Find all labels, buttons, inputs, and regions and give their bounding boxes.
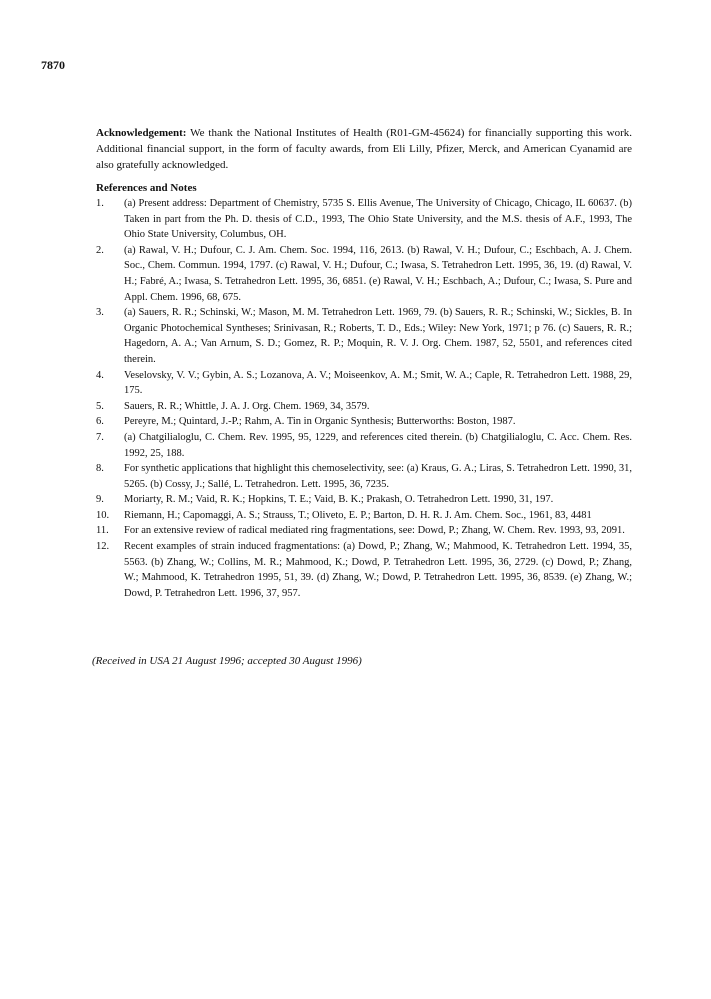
reference-item	[96, 196, 632, 243]
received-date: (Received in USA 21 August 1996; accepted 30 August 1996)	[92, 655, 362, 667]
reference-item	[96, 508, 632, 524]
reference-number: 9.	[96, 494, 104, 506]
reference-number: 5.	[96, 400, 104, 412]
reference-number: 2.	[96, 244, 104, 256]
reference-number: 1.	[96, 198, 104, 209]
reference-number: 4.	[96, 369, 104, 381]
reference-text: For an extensive review of radical mediated ring fragmentations, see: Dowd, P.; Zhang, W. Chem. Rev. 1993, 93, 2091.	[124, 525, 625, 537]
reference-text: (a) Present address: Department of Chemistry, 5735 S. Ellis Avenue, The University of Chicago, Chicago, IL 60637. (b) Taken in part from the Ph. D. thesis of C.D., 1993, The Ohio State University, and the M.S. thesis of A.F., 1993, The Ohio State University, Columbus, OH.	[124, 198, 632, 241]
reference-number: 12.	[96, 541, 110, 553]
reference-text: Sauers, R. R.; Whittle, J. A. J. Org. Chem. 1969, 34, 3579.	[124, 400, 370, 412]
reference-number: 11.	[96, 525, 109, 537]
acknowledgement-lead: Acknowledgement:	[96, 127, 187, 139]
reference-number: 10.	[96, 509, 110, 521]
reference-number: 8.	[96, 463, 104, 475]
reference-item	[96, 368, 632, 399]
reference-text: (a) Rawal, V. H.; Dufour, C. J. Am. Chem. Soc. 1994, 116, 2613. (b) Rawal, V. H.; Dufour, C.; Eschbach, A. J. Chem. Soc., Chem. Commun. 1994, 1797. (c) Rawal, V. H.; Dufour, C.; Iwasa, S. Tetrahedron Lett. 1995, 36, 19. (d) Rawal, V. H.; Fabré, A.; Iwasa, S. Tetrahedron Lett. 1995, 36, 6851. (e) Rawal, V. H.; Eschbach, A.; Dufour, C.; Iwasa, S. Pure and Appl. Chem. 1996, 68, 675.	[124, 244, 632, 303]
reference-text: (a) Sauers, R. R.; Schinski, W.; Mason, M. M. Tetrahedron Lett. 1969, 79. (b) Sauers, R. R.; Schinski, W.; Sickles, B. In Organic Photochemical Syntheses; Srinivasan, R.; Roberts, T. D., Eds.; Wiley: New York, 1971; p 76. (c) Sauers, R. R.; Hagedorn, A. A.; Van Arnum, S. D.; Gomez, R. P.; Moquin, R. V. J. Org. Chem. 1987, 52, 5501, and references cited therein.	[124, 307, 632, 365]
reference-text: Moriarty, R. M.; Vaid, R. K.; Hopkins, T. E.; Vaid, B. K.; Prakash, O. Tetrahedron Lett. 1990, 31, 197.	[124, 494, 554, 506]
reference-text: Veselovsky, V. V.; Gybin, A. S.; Lozanova, A. V.; Moiseenkov, A. M.; Smit, W. A.; Caple, R. Tetrahedron Lett. 1988, 29, 175.	[124, 369, 632, 397]
reference-number: 6.	[96, 416, 104, 428]
reference-number: 7.	[96, 431, 104, 443]
page-number: 7870	[41, 58, 65, 72]
reference-text: (a) Chatgilialoglu, C. Chem. Rev. 1995, 95, 1229, and references cited therein. (b) Chatgilialoglu, C. Acc. Chem. Res. 1992, 25, 188.	[124, 431, 632, 459]
reference-item	[96, 492, 632, 508]
reference-item	[96, 461, 632, 492]
acknowledgement	[96, 125, 632, 173]
reference-text: Pereyre, M.; Quintard, J.-P.; Rahm, A. Tin in Organic Synthesis; Butterworths: Boston, 1987.	[124, 416, 516, 428]
reference-text: Riemann, H.; Capomaggi, A. S.; Strauss, T.; Oliveto, E. P.; Barton, D. H. R. J. Am. Chem. Soc., 1961, 83, 4481	[124, 509, 592, 521]
reference-item	[96, 414, 632, 430]
reference-number: 3.	[96, 307, 104, 319]
reference-item	[96, 523, 632, 539]
references-heading: References and Notes	[96, 182, 197, 194]
reference-item	[96, 430, 632, 461]
reference-text: For synthetic applications that highlight this chemoselectivity, see: (a) Kraus, G. A.; Liras, S. Tetrahedron Lett. 1990, 31, 5265. (b) Cossy, J.; Sallé, L. Tetrahedron. Lett. 1995, 36, 7235.	[124, 463, 632, 490]
references-list	[96, 196, 632, 601]
reference-item	[96, 539, 632, 601]
reference-text: Recent examples of strain induced fragmentations: (a) Dowd, P.; Zhang, W.; Mahmood, K. Tetrahedron Lett. 1994, 35, 5563. (b) Zhang, W.; Collins, M. R.; Mahmood, K.; Dowd, P. Tetrahedron Lett. 1995, 36, 2729. (c) Dowd, P.; Zhang, W.; Mahmood, K. Tetrahedron 1995, 51, 39. (d) Zhang, W.; Dowd, P. Tetrahedron Lett. 1995, 36, 8539. (e) Zhang, W.; Dowd, P. Tetrahedron Lett. 1996, 37, 957.	[124, 541, 632, 599]
reference-item	[96, 305, 632, 367]
reference-item	[96, 399, 632, 415]
reference-item	[96, 243, 632, 305]
acknowledgement-text: We thank the National Institutes of Health (R01-GM-45624) for financially supporting this work. Additional financial support, in the form of faculty awards, from Eli Lilly, Pfizer, Merck, and American Cyanamid are also gratefully acknowledged.	[96, 127, 632, 171]
